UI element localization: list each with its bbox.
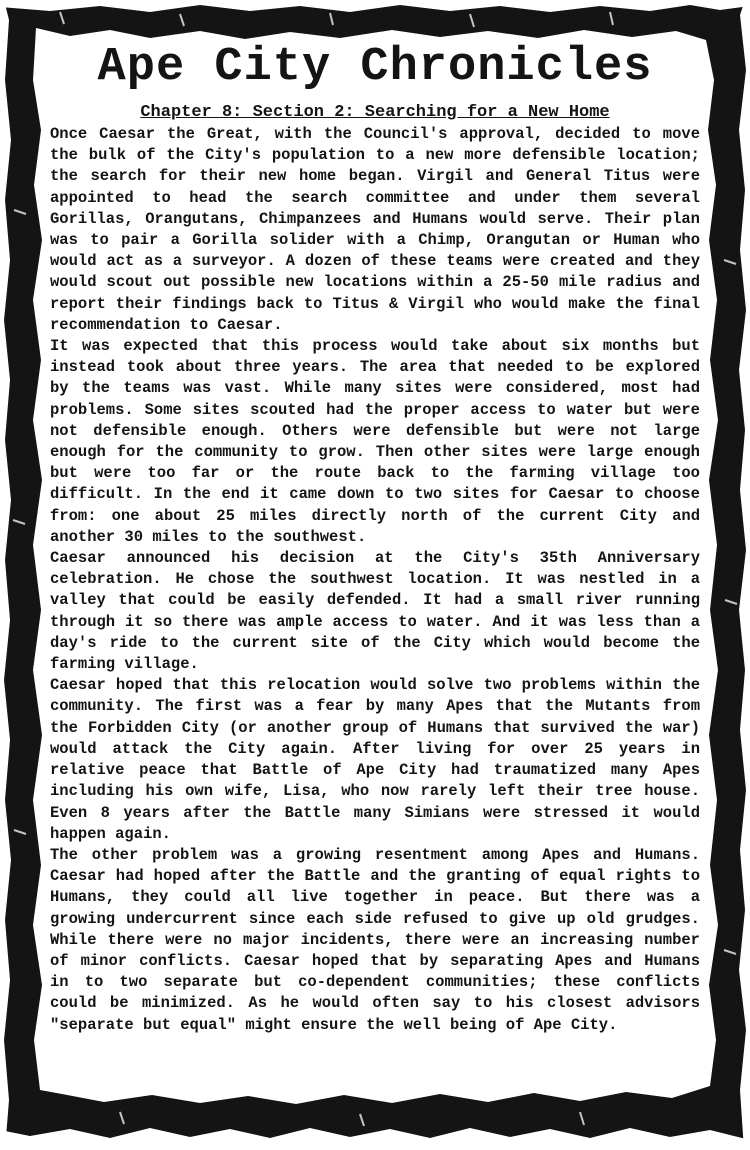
document-content (50, 34, 700, 1036)
paragraph: Caesar hoped that this relocation would solve two problems within the community. The first was a fear by many Apes that the Mutants from the Forbidden City (or another group of Humans that survived the war) would attack the City again. After living for over 25 years in relative peace that Battle of Ape City had traumatized many Apes including his own wife, Lisa, who now rarely left their tree house. Even 8 years after the Battle many Simians were stressed it would happen again. (50, 676, 700, 843)
paragraph: The other problem was a growing resentment among Apes and Humans. Caesar had hoped after the Battle and the granting of equal rights to Humans, they could all live together in peace. But there was a growing undercurrent since each side refused to give up old grudges. While there were no major incidents, there were an increasing number of minor conflicts. Caesar hoped that by separating Apes and Humans in to two separate but co-dependent communities; these conflicts could be minimized. As he would often say to his closest advisors "separate but equal" might ensure the well being of Ape City. (50, 845, 700, 1034)
document-title: Ape City Chronicles (97, 41, 653, 94)
paragraph: It was expected that this process would take about six months but instead took about three years. The area that needed to be explored by the teams was vast. While many sites were considered, most had problems. Some sites scouted had the proper access to water but were not defensible enough. Others were defensible but were not large enough for the community to grow. Then other sites were large enough but were too far or the route back to the farming village too difficult. In the end it came down to two sites for Caesar to choose from: one about 25 miles directly north of the current City and another 30 miles to the southwest. (50, 337, 700, 546)
body-text (50, 124, 700, 1036)
paragraph: Caesar announced his decision at the City's 35th Anniversary celebration. He chose the southwest location. It was nestled in a valley that could be easily defended. It had a small river running through it so there was ample access to water. And it was less than a day's ride to the current site of the City which would become the farming village. (50, 549, 700, 674)
chapter-heading: Chapter 8: Section 2: Searching for a New Home (140, 103, 610, 122)
paragraph: Once Caesar the Great, with the Council's approval, decided to move the bulk of the City's population to a new more defensible location; the search for their new home began. Virgil and General Titus were appointed to head the search committee and under them several Gorillas, Orangutans, Chimpanzees and Humans would serve. Their plan was to pair a Gorilla solider with a Chimp, Orangutan or Human who would act as a surveyor. A dozen of these teams were created and they would scout out possible new locations within a 25-50 mile radius and report their findings back to Titus & Virgil who would make the final recommendation to Caesar. (50, 125, 700, 334)
